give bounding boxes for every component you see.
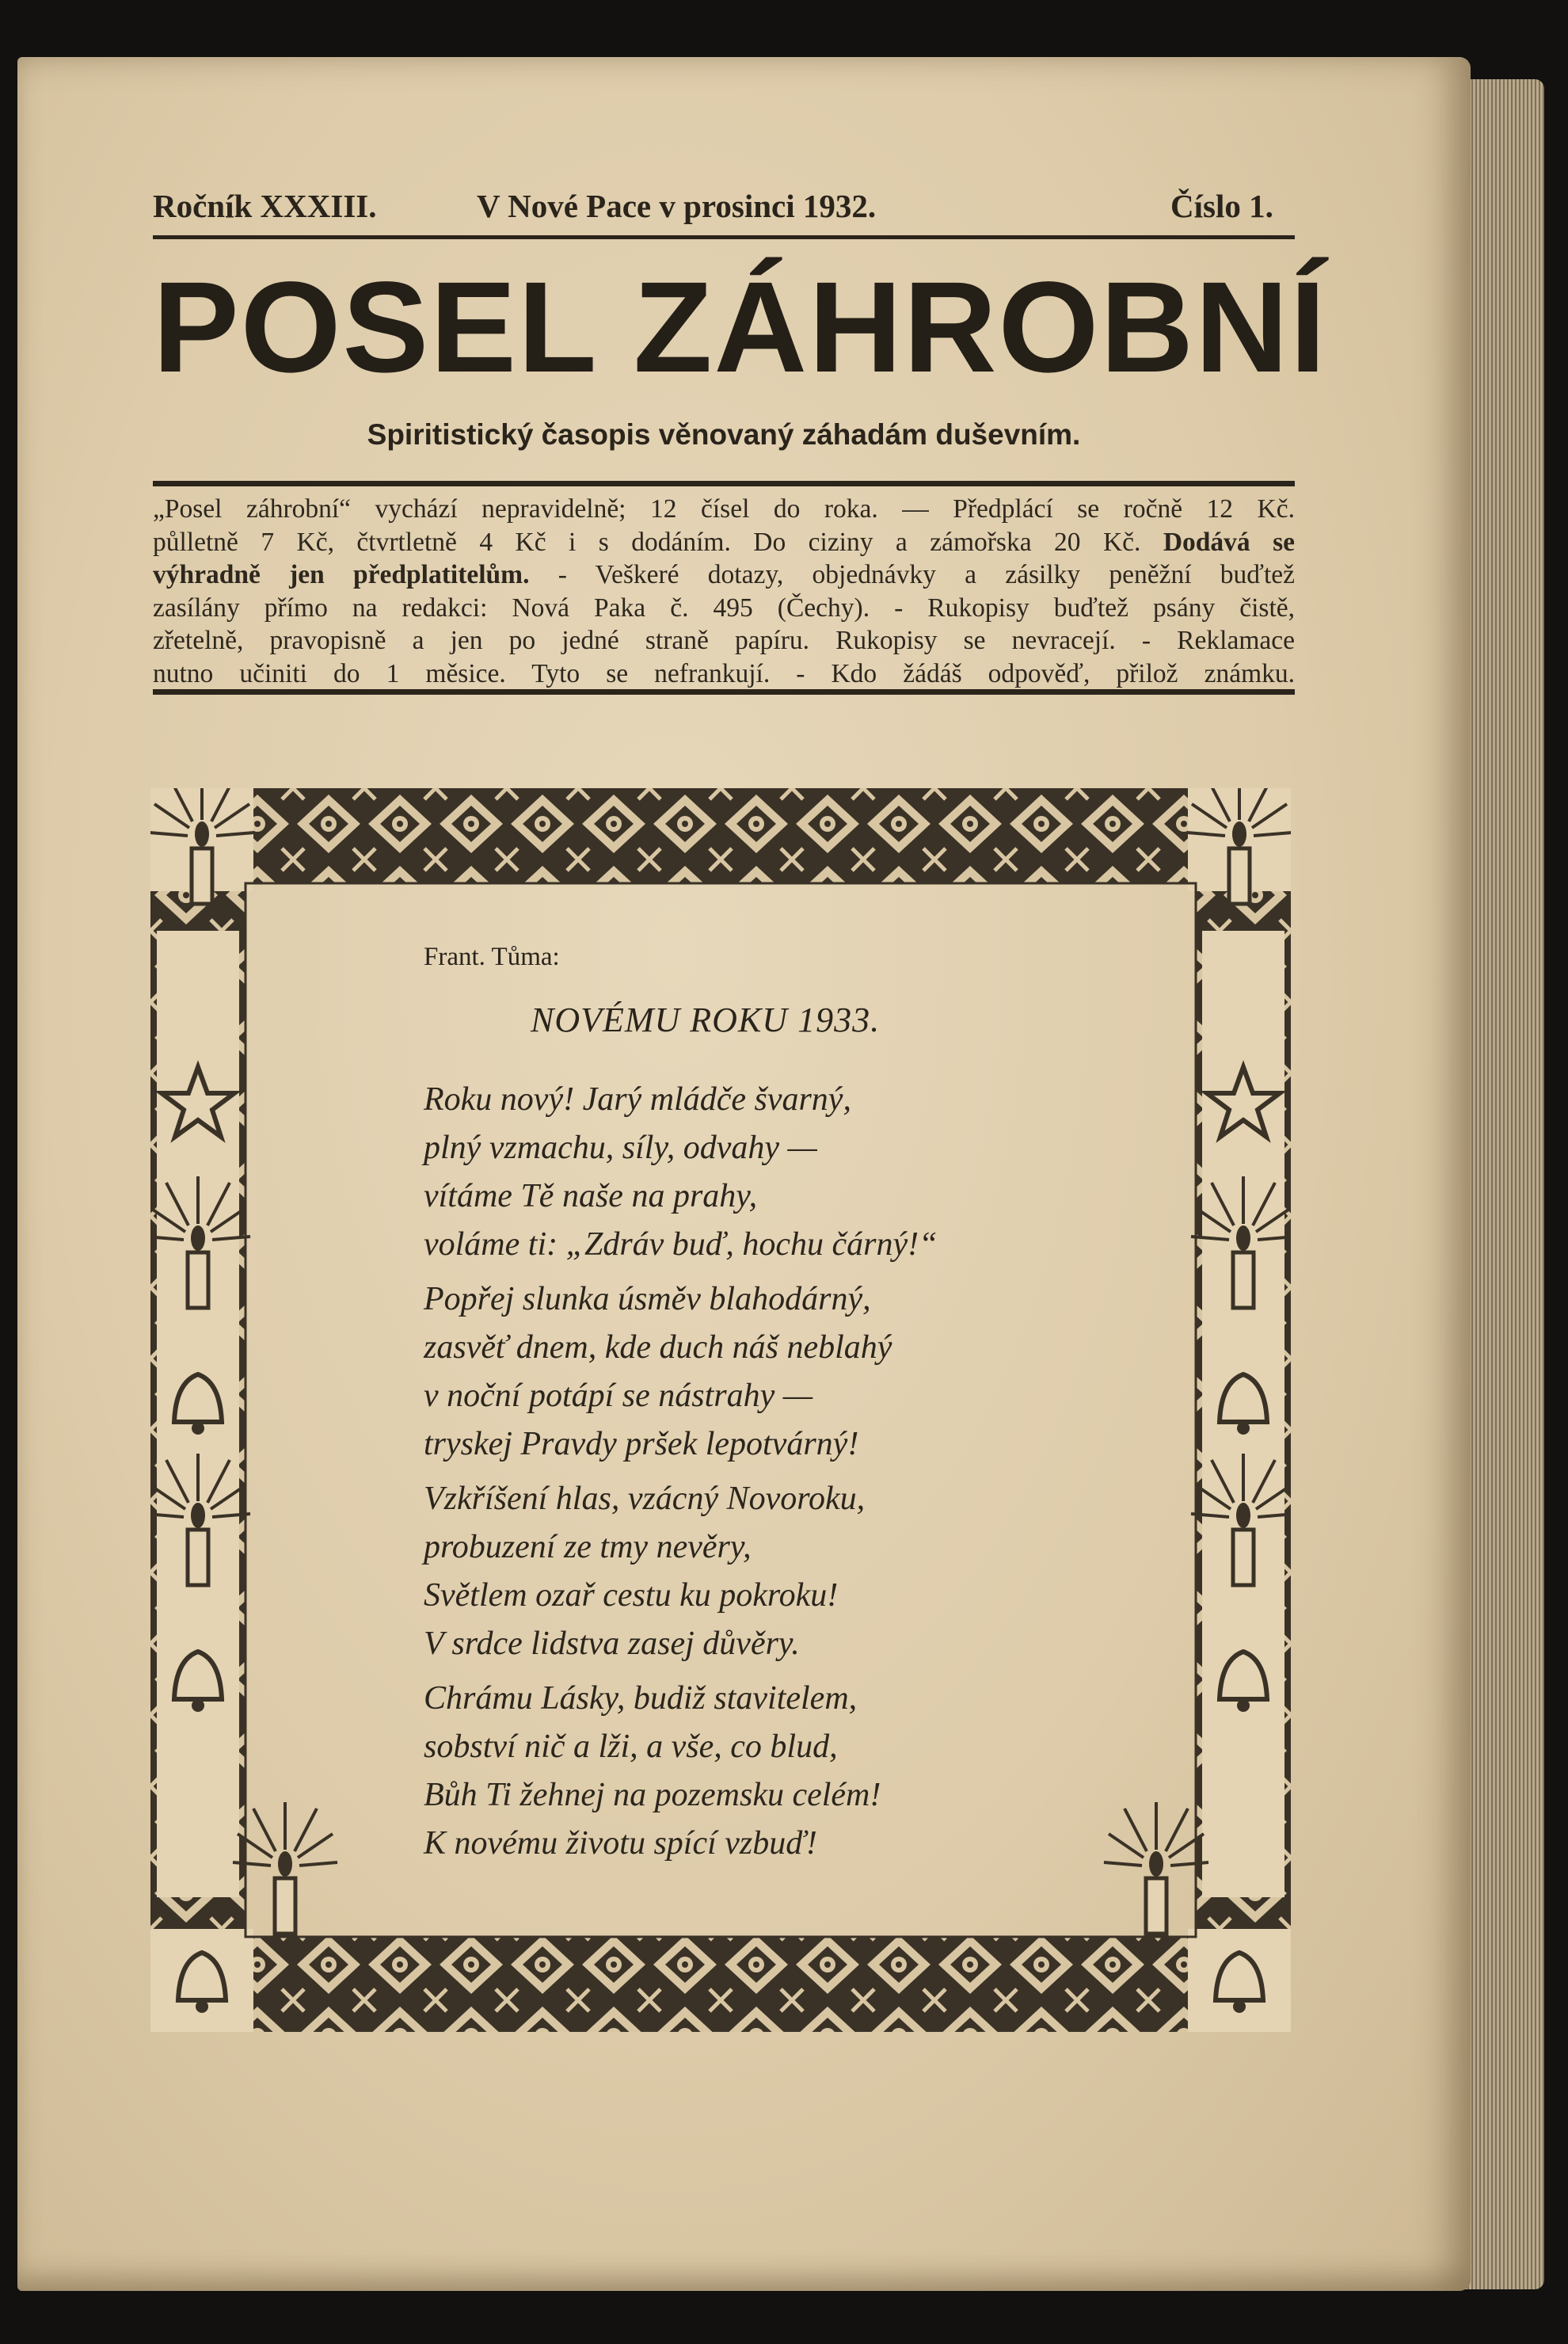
poem-line: zasvěť dnem, kde duch náš neblahý bbox=[424, 1329, 892, 1366]
info-line-5: zřetelně, pravopisně a jen po jedné straně papíru. Rukopisy se nevracejí. - Reklamace bbox=[153, 626, 1295, 655]
poem-line: K novému životu spící vzbuď! bbox=[424, 1825, 817, 1862]
info-line-2-text: půlletně 7 Kč, čtvrtletně 4 Kč i s dodáním. Do ciziny a zámořska 20 Kč. bbox=[153, 527, 1163, 557]
poem-line: probuzení ze tmy nevěry, bbox=[424, 1529, 752, 1565]
poem-line: Chrámu Lásky, budiž stavitelem, bbox=[424, 1680, 858, 1717]
poem-line: V srdce lidstva zasej důvěry. bbox=[424, 1626, 800, 1662]
poem-line: Světlem ozař cestu ku pokroku! bbox=[424, 1577, 839, 1614]
poem-line: v noční potápí se nástrahy — bbox=[424, 1378, 813, 1414]
info-line-3 bbox=[153, 558, 1295, 592]
info-top-rule bbox=[153, 481, 1295, 486]
info-line-6: nutno učiniti do 1 měsice. Tyto se nefrankují. - Kdo žádáš odpověď, přilož známku. bbox=[153, 658, 1295, 688]
poem-line: tryskej Pravdy pršek lepotvárný! bbox=[424, 1426, 859, 1462]
info-line-3-text: - Veškeré dotazy, objednávky a zásilky peněžní buďtež bbox=[529, 560, 1295, 589]
poem-stanza-3 bbox=[424, 1475, 865, 1668]
poem-stanza-4 bbox=[424, 1675, 881, 1868]
place-date-label: V Nové Pace v prosinci 1932. bbox=[477, 188, 877, 224]
poem-title: NOVÉMU ROKU 1933. bbox=[531, 1000, 881, 1039]
info-line-2-bold: Dodává se bbox=[1163, 527, 1296, 557]
header-rule bbox=[153, 235, 1295, 239]
subscription-info bbox=[153, 493, 1295, 690]
issue-number-label: Číslo 1. bbox=[1170, 188, 1273, 224]
volume-label: Ročník XXXIII. bbox=[153, 188, 377, 224]
info-bottom-rule bbox=[153, 689, 1295, 695]
poem-stanza-2 bbox=[424, 1275, 892, 1469]
info-line-1: „Posel záhrobní“ vychází nepravidelně; 12 čísel do roka. — Předplácí se ročně 12 Kč. bbox=[153, 494, 1295, 524]
poem-line: Popřej slunka úsměv blahodárný, bbox=[424, 1281, 871, 1317]
masthead-title: POSEL ZÁHROBNÍ bbox=[153, 254, 1328, 399]
info-line-3-bold: výhradně jen předplatitelům. bbox=[153, 560, 530, 589]
poem-line: sobství nič a lži, a vše, co blud, bbox=[424, 1728, 838, 1765]
poem-stanza-1 bbox=[424, 1076, 937, 1269]
poem-line: vítáme Tě naše na prahy, bbox=[424, 1178, 758, 1214]
poem-line: Vzkříšení hlas, vzácný Novoroku, bbox=[424, 1481, 866, 1517]
poem-line: Bůh Ti žehnej na pozemsku celém! bbox=[424, 1777, 881, 1813]
poem-line: Roku nový! Jarý mládče švarný, bbox=[424, 1081, 851, 1118]
info-line-4: zasílány přímo na redakci: Nová Paka č. 495 (Čechy). - Rukopisy buďtež psány čistě, bbox=[153, 593, 1295, 623]
poem-line: plný vzmachu, síly, odvahy — bbox=[424, 1130, 817, 1166]
poem-line: voláme ti: „Zdráv buď, hochu čárný!“ bbox=[424, 1226, 938, 1263]
poem-author: Frant. Tůma: bbox=[424, 943, 560, 971]
info-line-2 bbox=[153, 526, 1295, 559]
masthead-subtitle: Spiritistický časopis věnovaný záhadám duševním. bbox=[367, 418, 1081, 451]
